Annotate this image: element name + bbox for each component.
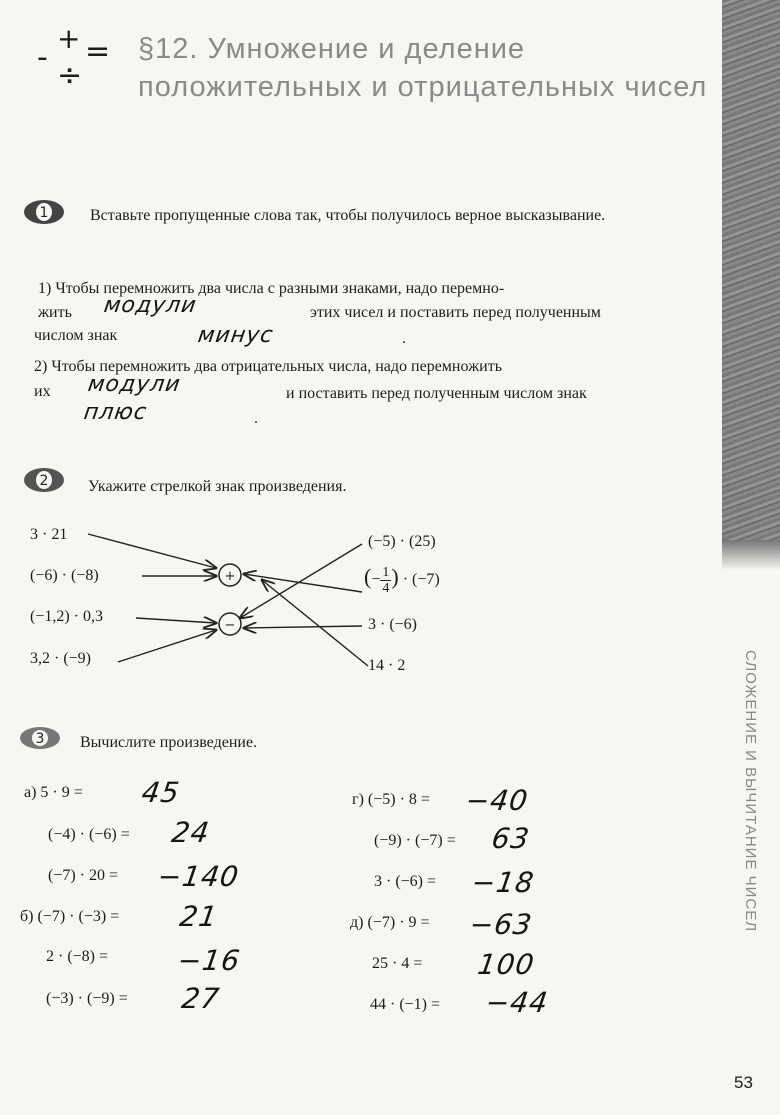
calc-b2-answer: −16 [175,944,243,977]
task-2-number: 2 [39,473,49,489]
task-2-icon [22,466,66,494]
calc-g2-label: (−9) · (−7) = [374,832,456,849]
calc-a1-label: а) 5 · 9 = [24,784,83,801]
calc-b1-answer: 21 [177,900,220,933]
page-number: 53 [734,1073,753,1092]
task-1-sentence1-word: жить [38,304,72,321]
side-section-label: СЛОЖЕНИЕ И ВЫЧИТАНИЕ ЧИСЕЛ [742,650,759,933]
calc-g3-answer: −18 [469,866,537,899]
calc-g1-answer: −40 [463,784,531,817]
task-3-instruction: Вычислите произведение. [80,734,258,751]
calc-d1-answer: −63 [467,908,535,941]
minus-sign: - [37,40,48,75]
calc-a1-answer: 45 [139,776,182,809]
calc-a3-label: (−7) · 20 = [48,867,119,884]
task-1-number: 1 [39,205,49,221]
handwritten-answer-minus: минус [196,323,276,348]
plus-sign: + [57,22,81,55]
expr-left-2: (−6) · (−8) [30,567,99,584]
calc-a3-answer: −140 [155,860,242,893]
plus-circle-sign: + [224,569,236,584]
task-1-icon [22,198,66,226]
calc-g1-label: г) (−5) · 8 = [352,791,430,808]
calc-a2-label: (−4) · (−6) = [48,826,130,843]
section-title: §12. Умножение и деление положительных и отрицательных чисел [138,33,708,103]
expr-right-3: 3 · (−6) [368,616,418,633]
task-3-number: 3 [35,731,45,747]
task-1-sentence1-line2: этих чисел и поставить перед полученным [310,304,601,321]
expr-left-1: 3 · 21 [30,526,68,543]
calc-g3-label: 3 · (−6) = [374,873,437,890]
arrows-diagram [0,500,720,700]
task-1-instruction: Вставьте пропущенные слова так, чтобы получилось верное высказывание. [90,207,606,224]
equals-sign: = [85,34,111,69]
task-1-sentence2-line2: и поставить перед полученным числом знак [286,385,587,402]
expr-left-3: (−1,2) · 0,3 [30,608,104,625]
expr-right-1: (−5) · (25) [368,533,436,550]
task-3-icon [18,724,62,752]
calc-g2-answer: 63 [489,822,532,855]
arrow-l4 [118,630,216,662]
calc-d3-answer: −44 [483,986,551,1019]
calc-d3-label: 44 · (−1) = [370,996,441,1013]
minus-circle-sign: − [224,618,236,633]
task-1-sentence2-word: их [34,383,51,400]
expr-right-4: 14 · 2 [368,657,406,674]
fraction-one-quarter: $\frac{1}{4}$ [382,564,390,596]
divide-sign: ÷ [57,58,83,93]
handwritten-answer-moduli-1: модули [102,293,199,318]
arrow-l3 [136,618,216,623]
task-2-instruction: Укажите стрелкой знак произведения. [88,478,347,495]
calc-b1-label: б) (−7) · (−3) = [20,908,120,925]
page-edge-shading [722,0,780,560]
task-1-sentence1-line1: 1) Чтобы перемножить два числа с разными знаками, надо перемно- [38,280,505,297]
calc-d2-label: 25 · 4 = [372,955,423,972]
calc-a2-answer: 24 [169,816,212,849]
task-1-sentence2-dot: . [254,410,258,427]
task-1-sentence1-line3: числом знак [34,327,118,344]
arrow-r4 [262,580,368,666]
expr-right-2: (− $\frac{1}{4}$ ) · (−7) [364,564,440,596]
arrow-l1 [88,534,216,568]
handwritten-answer-moduli-2: модули [86,372,183,397]
expr-left-4: 3,2 · (−9) [30,650,92,667]
page-edge-fade [722,540,780,570]
calc-b3-answer: 27 [179,982,222,1015]
operation-signs-icon [35,22,115,98]
task-1-sentence2-line1: 2) Чтобы перемножить два отрицательных числа, надо перемножить [34,358,502,375]
arrow-r3 [244,626,362,628]
handwritten-answer-plus: плюс [82,400,149,425]
arrow-r1 [240,544,362,618]
calc-b3-label: (−3) · (−9) = [46,990,128,1007]
task-1-sentence1-dot: . [402,330,406,347]
calc-b2-label: 2 · (−8) = [46,948,109,965]
calc-d1-label: д) (−7) · 9 = [350,914,430,931]
arrow-r2 [244,574,362,592]
calc-d2-answer: 100 [475,948,537,981]
